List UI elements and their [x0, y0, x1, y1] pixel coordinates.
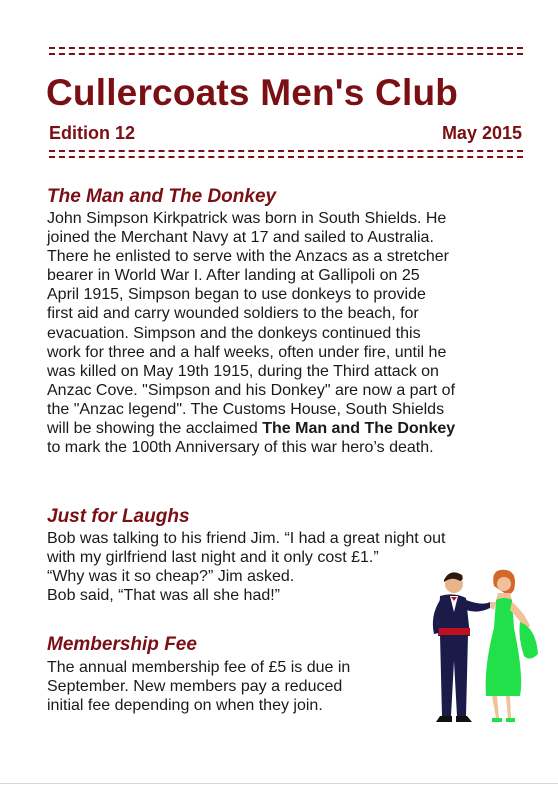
article-body-donkey: [47, 209, 525, 457]
article-heading-fee: Membership Fee: [47, 634, 197, 655]
page-bottom-edge: [0, 783, 558, 784]
body-line: the "Anzac legend". The Customs House, South Shields: [47, 400, 445, 418]
body-line: to mark the 100th Anniversary of this war hero’s death.: [47, 439, 434, 457]
body-line: was killed on May 19th 1915, during the Third attack on: [47, 362, 439, 380]
edition-label: Edition 12: [49, 123, 136, 143]
body-line-text: will be showing the acclaimed: [47, 420, 263, 438]
article-body-fee: [47, 658, 417, 715]
body-line: Bob said, “That was all she had!”: [47, 587, 281, 605]
body-line: evacuation. Simpson and the donkeys continued this: [47, 324, 421, 342]
article-heading-donkey: The Man and The Donkey: [47, 186, 277, 207]
body-line: first aid and carry wounded soldiers to the beach, for: [47, 305, 419, 323]
body-line: Anzac Cove. "Simpson and his Donkey" are now a part of: [47, 381, 456, 399]
article-heading-laughs: Just for Laughs: [47, 506, 190, 527]
body-line: with my girlfriend last night and it only cost £1.”: [47, 549, 379, 567]
body-line: initial fee depending on when they join.: [47, 697, 323, 715]
dancing-couple-icon: [420, 566, 540, 731]
body-line: joined the Merchant Navy at 17 and sailed to Australia.: [47, 229, 434, 247]
body-line: bearer in World War I. After landing at Gallipoli on 25: [47, 267, 420, 285]
top-rule: [49, 47, 523, 55]
body-line: There he enlisted to serve with the Anzacs as a stretcher: [47, 248, 449, 266]
body-line: [47, 419, 525, 438]
body-line: April 1915, Simpson began to use donkeys to provide: [47, 286, 426, 304]
body-line: work for three and a half weeks, often under fire, until he: [47, 343, 447, 361]
issue-date: May 2015: [441, 123, 522, 143]
bottom-rule: [49, 150, 523, 158]
body-line: John Simpson Kirkpatrick was born in South Shields. He: [47, 210, 447, 227]
body-line: The annual membership fee of £5 is due in: [47, 659, 351, 676]
newsletter-title: Cullercoats Men's Club: [46, 72, 459, 113]
body-line: Bob was talking to his friend Jim. “I had a great night out: [47, 530, 446, 547]
body-line: September. New members pay a reduced: [47, 678, 343, 696]
man-figure: [433, 572, 490, 722]
woman-figure: [486, 570, 538, 722]
body-line: “Why was it so cheap?” Jim asked.: [47, 568, 295, 586]
film-title: The Man and The Donkey: [262, 420, 456, 438]
